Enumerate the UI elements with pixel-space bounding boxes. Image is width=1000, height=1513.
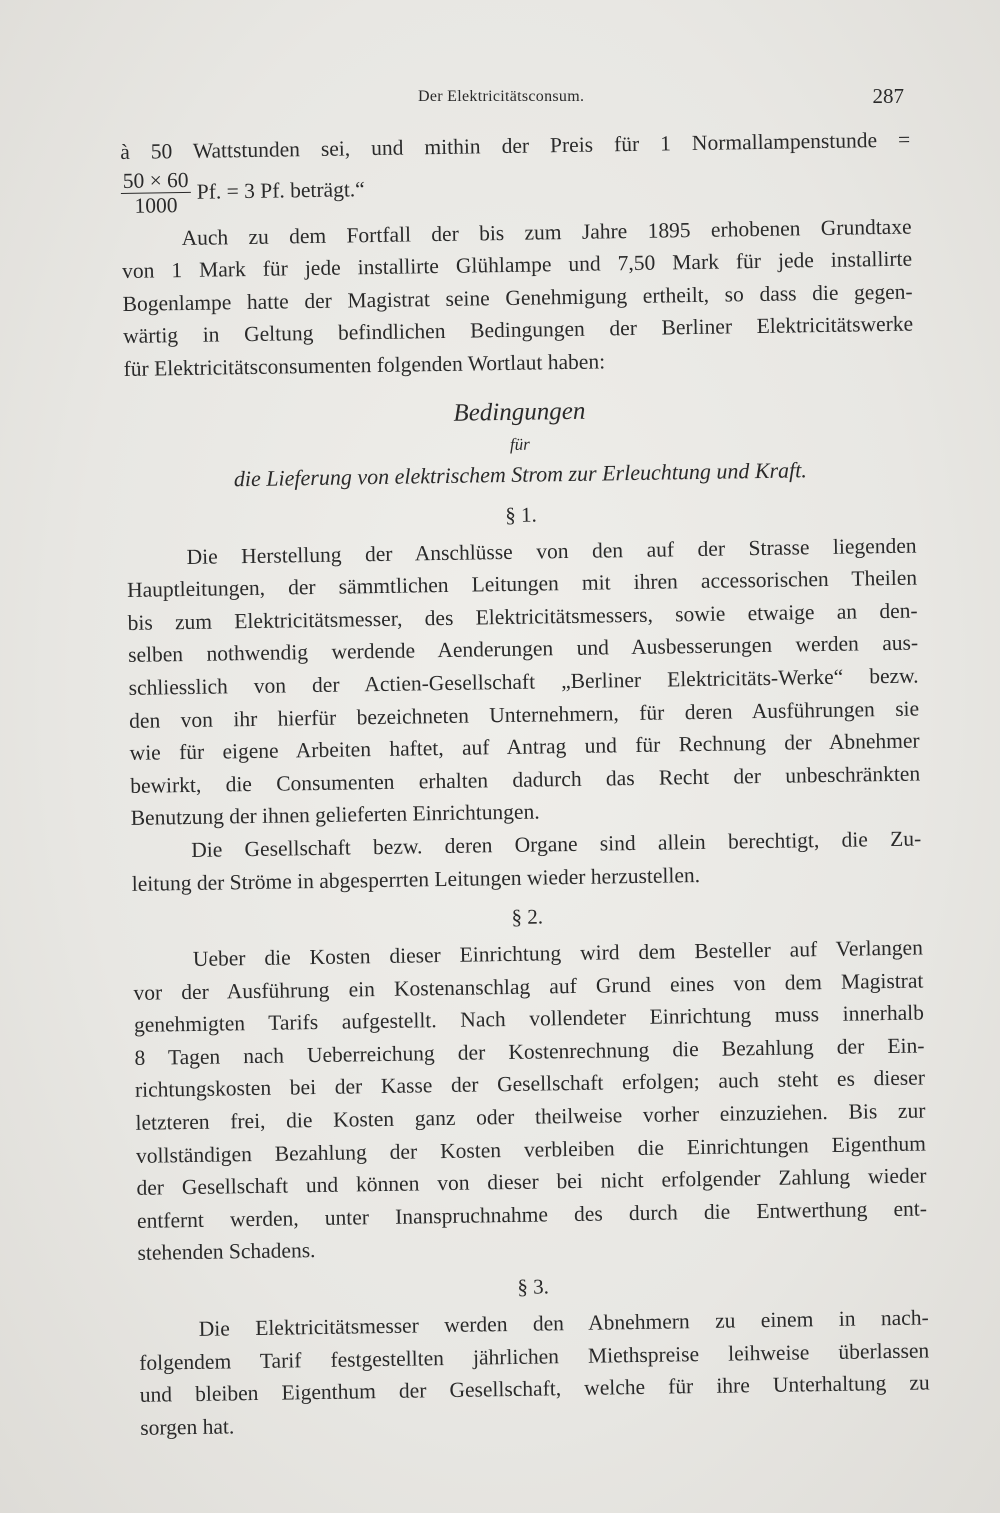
fraction-numerator: 50 × 60 [121,169,191,194]
paragraph-grundtaxe [121,210,913,385]
paragraph-line: richtungskosten bei der Kasse der Gesellschaft erfolgen; auch steht es dieser [134,1065,926,1103]
paragraph-line: sorgen hat. [140,1414,235,1440]
section-mark-3: § 3. [517,1274,550,1299]
conditions-subheading: die Lieferung von elektrischem Strom zur Erleuchtung und Kraft. [233,456,807,491]
paragraph-line: wärtig in Geltung befindlichen Bedingungen der Berliner Elektricitätswerke [122,311,914,349]
paragraph-line: bewirkt, die Consumenten erhalten dadurch das Recht der unbeschränkten [130,761,921,798]
section-1-paragraph-2 [131,822,922,900]
paragraph-line: Bogenlampe hatte der Magistrat seine Genehmigung ertheilt, so dass die gegen- [122,279,913,316]
section-3-paragraph-1 [139,1301,931,1444]
page-body [120,124,930,1445]
paragraph-line: letzteren frei, die Kosten ganz oder theilweise vorher einzuziehen. Bis zur [135,1098,926,1135]
paragraph-line: Die Herstellung der Anschlüsse von den auf der Strasse liegenden [186,533,917,569]
fraction-denominator: 1000 [134,193,178,218]
paragraph-line: und bleiben Eigenthum der Gesellschaft, welche für ihre Unterhaltung zu [139,1370,930,1408]
paragraph-line: genehmigten Tarifs aufgestellt. Nach vollendeter Einrichtung muss innerhalb [133,1000,925,1038]
section-mark-2: § 2. [511,904,544,930]
paragraph-line: folgendem Tarif festgestellten jährlichen Miethspreise leihweise überlassen [139,1338,930,1375]
running-head [120,84,910,114]
paragraph-line: 8 Tagen nach Ueberreichung der Kostenrechnung die Bezahlung der Ein- [134,1033,925,1070]
formula-result: Pf. = 3 Pf. beträgt.“ [196,177,365,205]
page-number: 287 [872,84,904,108]
paragraph-line: den von ihr hierfür bezeichneten Unternehmern, für deren Ausführungen sie [128,696,920,733]
section-2-paragraph-1 [133,932,928,1270]
paragraph-line: Auch zu dem Fortfall der bis zum Jahre 1895 erhobenen Grundtaxe [181,214,912,250]
section-1-paragraph-1 [126,529,921,835]
running-title: Der Elektricitätsconsum. [418,88,585,105]
paragraph-line: schliesslich von der Actien-Gesellschaft „Berliner Elektricitäts-Werke“ bezw. [128,663,919,700]
paragraph-line: Ueber die Kosten dieser Einrichtung wird dem Besteller auf Verlangen [192,935,924,972]
paragraph-line: wie für eigene Arbeiten haftet, auf Antrag und für Rechnung der Abnehmer [129,728,920,766]
paragraph-line: vor der Ausführung ein Kostenanschlag auf Grund eines von dem Magistrat [133,968,924,1005]
paragraph-line: bis zum Elektricitätsmesser, des Elektricitätsmessers, sowie etwaige an den- [127,598,918,635]
paragraph-line: selben nothwendig werdende Aenderungen und Ausbesserungen werden aus- [127,630,919,668]
paragraph-line: für Elektricitätsconsumenten folgenden Wortlaut haben: [123,349,606,381]
section-mark-1: § 1. [505,502,537,527]
paragraph-line: vollständigen Bezahlung der Kosten verbleiben die Einrichtungen Eigenthum [135,1131,927,1168]
conditions-heading-fuer: für [509,434,530,454]
paragraph-line: Die Gesellschaft bezw. deren Organe sind allein berechtigt, die Zu- [191,826,922,862]
fraction [121,169,192,217]
paragraph-line: von 1 Mark für jede installirte Glühlampe und 7,50 Mark für jede installirte [121,246,913,284]
paragraph-line: der Gesellschaft und können von dieser bei nicht erfolgender Zahlung wieder [136,1163,927,1201]
paragraph-line: Benutzung der ihnen gelieferten Einrichtungen. [130,799,540,831]
intro-line: à 50 Wattstunden sei, und mithin der Preis für 1 Normallampenstunde = [120,127,911,164]
paragraph-line: Hauptleitungen, der sämmtlichen Leitungen mit ihren accessorischen Theilen [126,565,918,603]
conditions-heading: Bedingungen [453,397,586,427]
paragraph-line: Die Elektricitätsmesser werden den Abnehmern zu einem in nach- [198,1305,929,1341]
paragraph-line: entfernt werden, unter Inanspruchnahme des durch die Entwerthung ent- [136,1196,928,1233]
paragraph-line: leitung der Ströme in abgesperrten Leitungen wieder herzustellen. [131,862,701,896]
paragraph-line: stehenden Schadens. [137,1238,316,1266]
